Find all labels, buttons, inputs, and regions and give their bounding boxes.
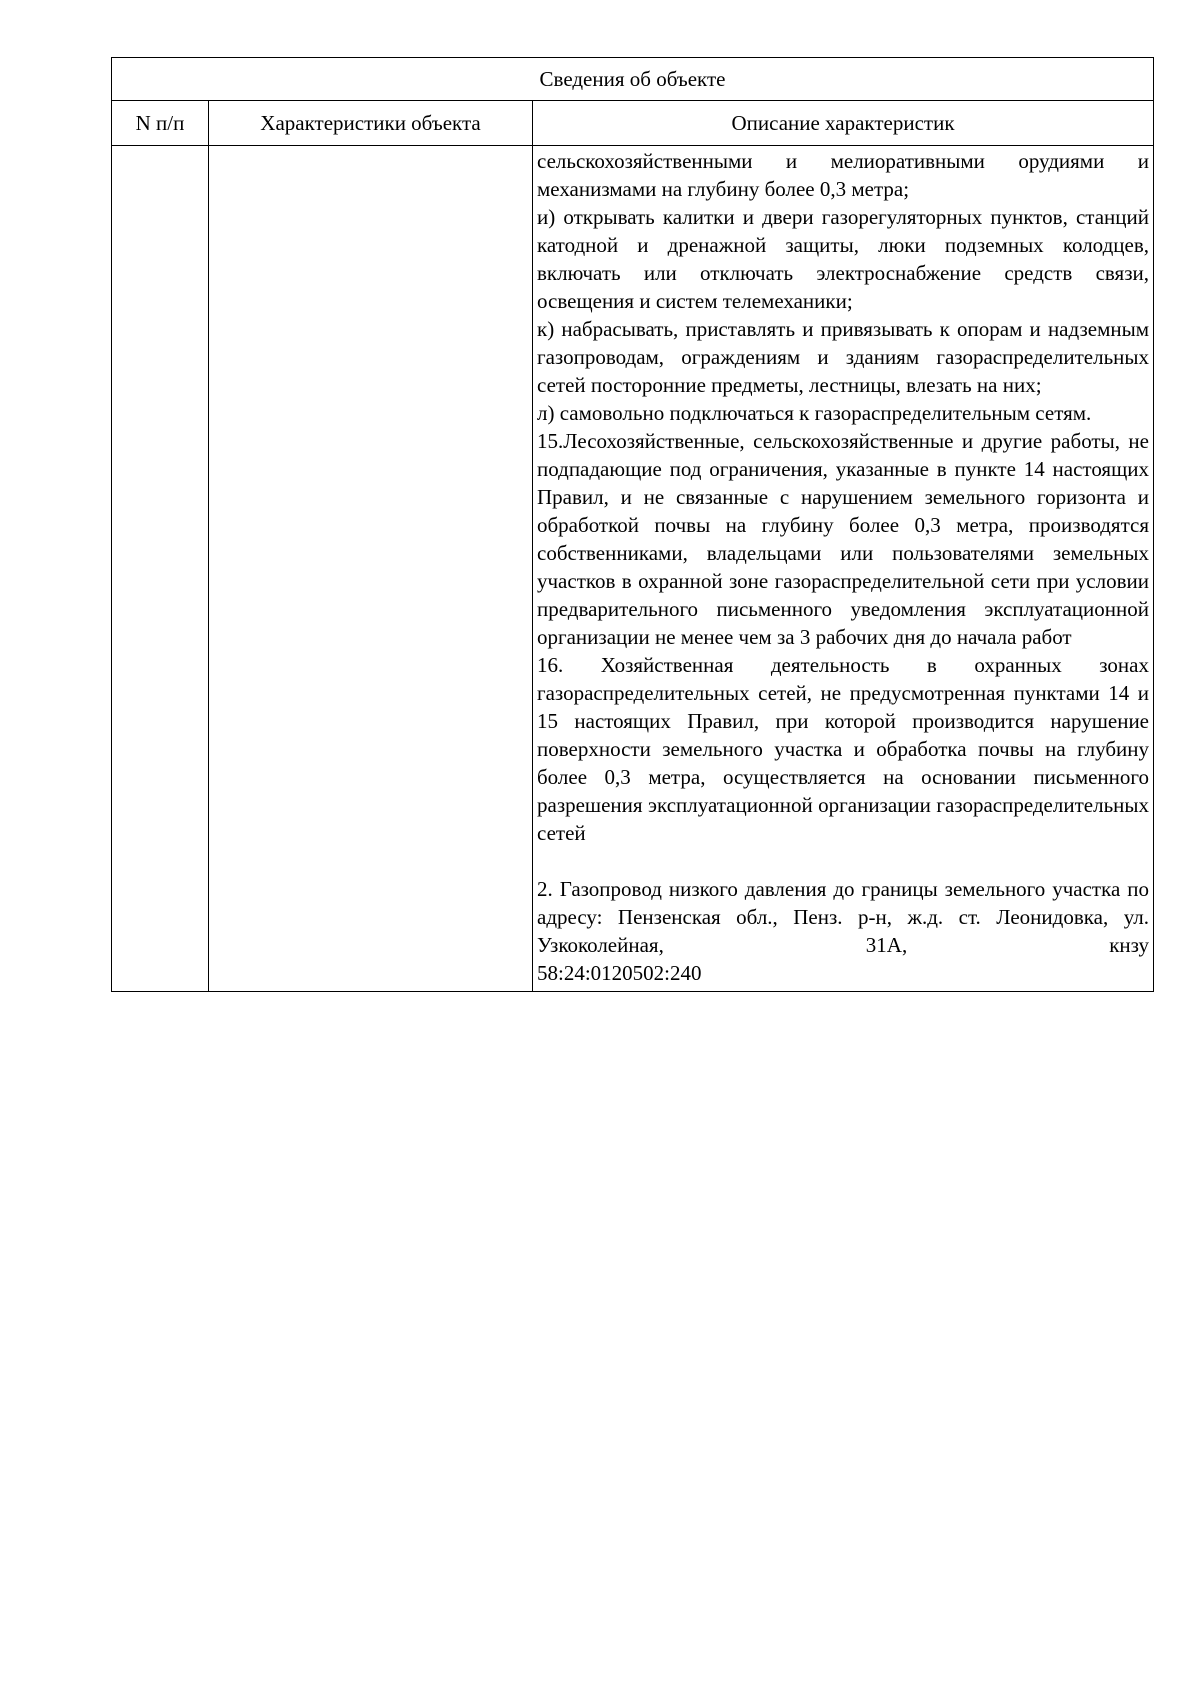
header-description: Описание характеристик xyxy=(533,101,1154,146)
description-paragraph: сельскохозяйственными и мелиоративными орудиями и механизмами на глубину более 0,3 метра; xyxy=(537,149,1149,201)
table-caption-row xyxy=(112,58,1154,101)
description-paragraph: 15.Лесохозяйственные, сельскохозяйственные и другие работы, не подпадающие под ограничения, указанные в пункте 14 настоящих Правил, и не связанные с нарушением земельного горизонта и обработкой почвы на глубину более 0,3 метра, производятся собственниками, владельцами или пользователями земельных участков в охранной зоне газораспределительной сети при условии предварительного письменного уведомления эксплуатационной организации не менее чем за 3 рабочих дня до начала работ xyxy=(537,429,1149,649)
description-paragraph: к) набрасывать, приставлять и привязывать к опорам и надземным газопроводам, ограждениям и зданиям газораспределительных сетей посторонние предметы, лестницы, влезать на них; xyxy=(537,317,1149,397)
header-num: N п/п xyxy=(112,101,209,146)
table-header-row xyxy=(112,101,1154,146)
description-cell xyxy=(533,146,1154,992)
description-paragraph: л) самовольно подключаться к газораспределительным сетям. xyxy=(537,401,1092,425)
description-paragraph: 16. Хозяйственная деятельность в охранных зонах газораспределительных сетей, не предусмотренная пунктами 14 и 15 настоящих Правил, при которой производится нарушение поверхности земельного участка и обработка почвы на глубину более 0,3 метра, осуществляется на основании письменного разрешения эксплуатационной организации газораспределительных сетей xyxy=(537,653,1149,845)
description-paragraph: и) открывать калитки и двери газорегуляторных пунктов, станций катодной и дренажной защиты, люки подземных колодцев, включать или отключать электроснабжение средств связи, освещения и систем телемеханики; xyxy=(537,205,1149,313)
description-paragraph: 58:24:0120502:240 xyxy=(537,961,702,985)
description-paragraph: 2. Газопровод низкого давления до границы земельного участка по адресу: Пензенская обл., Пенз. р-н, ж.д. ст. Леонидовка, ул. Узкоколейная, 31А, кнзу xyxy=(537,877,1149,957)
num-cell xyxy=(112,146,209,992)
table-caption: Сведения об объекте xyxy=(112,58,1154,101)
object-info-table xyxy=(111,57,1154,992)
paragraph-spacer xyxy=(537,847,1149,875)
header-characteristics: Характеристики объекта xyxy=(209,101,533,146)
table-row xyxy=(112,146,1154,992)
characteristics-cell xyxy=(209,146,533,992)
